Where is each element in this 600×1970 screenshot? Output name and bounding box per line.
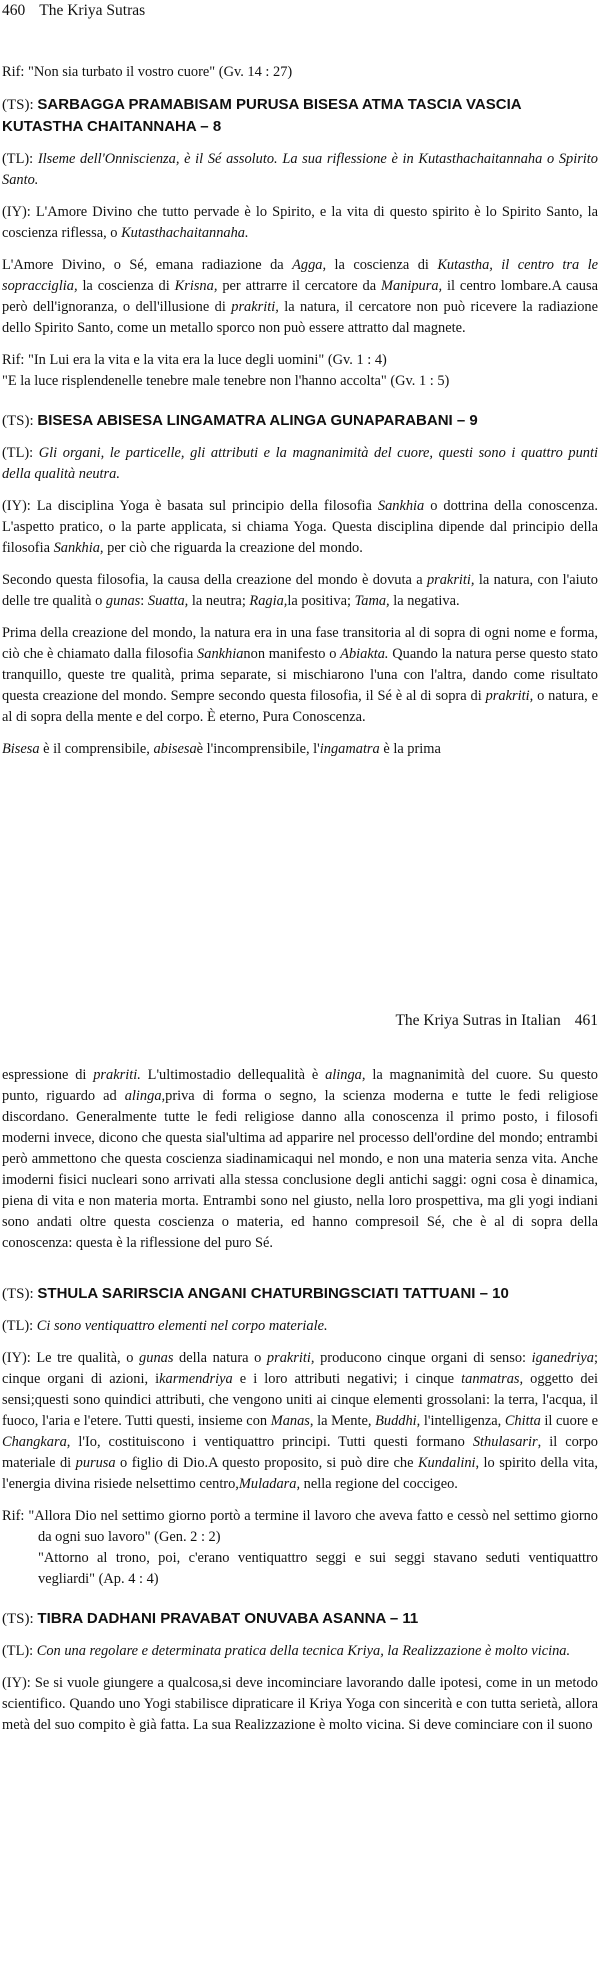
sutra-heading-8: (TS): SARBAGGA PRAMABISAM PURUSA BISESA ATMA TASCIA VASCIA KUTASTHA CHAITANNAHA – 8 (2, 96, 522, 135)
running-head-title: The Kriya Sutras (39, 2, 146, 19)
interpretation-8: (IY): L'Amore Divino che tutto pervade è lo Spirito, e la vita di questo spirito è lo Spirito Santo, la coscienza riflessa, o Kutasthachaitannaha. (2, 204, 599, 241)
scripture-reference: "Attorno al trono, poi, c'erano ventiquattro seggi e sui seggi stavano seduti ventiquattro vegliardi" (Ap. 4 : 4) (38, 1550, 598, 1587)
page-body (2, 62, 598, 760)
page-body (2, 1065, 598, 1736)
sutra-heading-9: (TS): BISESA ABISESA LINGAMATRA ALINGA GUNAPARABANI – 9 (2, 412, 478, 429)
paragraph-9b: Secondo questa filosofia, la causa della creazione del mondo è dovuta a prakriti, la natura, con l'aiuto delle tre qualità o gunas: Suatta, la neutra; Ragia,la positiva; Tama, la negativa. (2, 572, 598, 609)
sutra-title: SARBAGGA PRAMABISAM PURUSA BISESA ATMA TASCIA VASCIA KUTASTHA CHAITANNAHA – 8 (2, 96, 522, 135)
interpretation-11: (IY): Se si vuole giungere a qualcosa,si deve incominciare lavorando dalle ipotesi, come in un metodo scientifico. Quando uno Yogi stabilisce dipraticare il Kriya Yoga con sincerità e con tutta serietà, allora metà del suo compito è già fatta. La sua Realizzazione è molto vicina. Si deve cominciare con il suono (2, 1675, 598, 1733)
sutra-title: TIBRA DADHANI PRAVABAT ONUVABA ASANNA – 11 (37, 1610, 419, 1627)
scripture-reference-block (2, 350, 598, 392)
page-number: 460 (2, 2, 26, 19)
book-page-461 (0, 1010, 600, 1970)
paragraph-8b: L'Amore Divino, o Sé, emana radiazione da Agga, la coscienza di Kutastha, il centro tra le sopracciglia, la coscienza di Krisna, per attrarre il cercatore da Manipura, il centro lombare.A causa però dell'ignoranza, o dell'illusione di prakriti, la natura, il cercatore non può ricevere la radiazione dello Spirito Santo, come un metallo sporco non può essere attratto dal magnete. (2, 257, 598, 336)
scripture-reference-block (2, 1506, 598, 1590)
running-head-title: The Kriya Sutras in Italian (395, 1012, 561, 1029)
page-header (2, 2, 145, 20)
sutra-title: STHULA SARIRSCIA ANGANI CHATURBINGSCIATI TATTUANI – 10 (37, 1285, 509, 1302)
scripture-reference: Rif: "Non sia turbato il vostro cuore" (Gv. 14 : 27) (2, 64, 293, 80)
page-number: 461 (574, 1012, 598, 1029)
sutra-title: BISESA ABISESA LINGAMATRA ALINGA GUNAPARABANI – 9 (37, 412, 478, 429)
translation-10: (TL): Ci sono ventiquattro elementi nel corpo materiale. (2, 1318, 328, 1334)
interpretation-10: (IY): Le tre qualità, o gunas della natura o prakriti, producono cinque organi di senso: iganedriya; cinque organi di azioni, ikarmendriya e i loro attributi negativi; i cinque tanmatras, oggetto dei sensi;questi sono quindici attributi, che vengono uniti ai cinque elementi grossolani: la terra, l'acqua, il fuoco, l'aria e l'etere. Tutti questi, insieme con Manas, la Mente, Buddhi, l'intelligenza, Chitta il cuore e Changkara, l'Io, costituiscono i ventiquattro principi. Tutti questi formano Sthulasarir, il corpo materiale di purusa o figlio di Dio.A questo proposito, si può dire che Kundalini, lo spirito della vita, l'energia divina risiede nelsettimo centro,Muladara, nella regione del coccigeo. (2, 1350, 599, 1492)
paragraph-9d: Bisesa è il comprensibile, abisesaè l'incomprensibile, l'ingamatra è la prima (2, 741, 441, 757)
translation-11: (TL): Con una regolare e determinata pratica della tecnica Kriya, la Realizzazione è molto vicina. (2, 1643, 571, 1659)
paragraph-9e: espressione di prakriti. L'ultimostadio dellequalità è alinga, la magnanimità del cuore. Su questo punto, riguardo ad alinga,priva di forma o segno, la scienza moderna e tutte le fedi religiose discordano. Generalmente tutte le fedi religiose danno alla conoscenza il primo posto, i filosofi moderni invece, dicono che questa sial'ultima ad apparire nel processo dell'ordine del mondo; entrambi però ammettono che questa coscienza siadinamicaqui nel mondo, e non una materia senza vita. Anche imoderni fisici nucleari sono arrivati alla stessa conclusione degli antichi saggi: ogni cosa è dinamica, piena di vita e non materia morta. Entrambi sono nel giusto, nella loro prospettiva, ma gli yogi indiani sono andati oltre questa coscienza o materia, ed hanno compresoil Sé, che è al di sopra della conoscenza: questa è la riflessione del puro Sé. (2, 1067, 598, 1251)
scripture-reference: "E la luce risplendenelle tenebre male tenebre non l'hanno accolta" (Gv. 1 : 5) (2, 373, 450, 389)
translation-9: (TL): Gli organi, le particelle, gli attributi e la magnanimità del cuore, questi sono i quattro punti della qualità neutra. (2, 445, 598, 482)
paragraph-9c: Prima della creazione del mondo, la natura era in una fase transitoria al di sopra di ogni nome e forma, ciò che è chiamato dalla filosofia Sankhianon manifesto o Abiakta. Quando la natura perse questo stato tranquillo, queste tre qualità, prima separate, si mischiarono l'una con l'altra, dando come risultato questa creazione del mondo. Sempre secondo questa filosofia, il Sé è al di sopra di prakriti, o natura, e al di sopra della mente e del corpo. È eterno, Pura Conoscenza. (2, 625, 598, 725)
page-header (395, 1012, 598, 1030)
translation-8: (TL): Ilseme dell'Onniscienza, è il Sé assoluto. La sua riflessione è in Kutasthachaitannaha o Spirito Santo. (2, 151, 598, 188)
scripture-reference: Rif: "In Lui era la vita e la vita era la luce degli uomini" (Gv. 1 : 4) (2, 352, 387, 368)
scripture-reference: Rif: "Allora Dio nel settimo giorno portò a termine il lavoro che aveva fatto e cessò nel settimo giorno da ogni suo lavoro" (Gen. 2 : 2) (2, 1508, 598, 1545)
sutra-heading-11: (TS): TIBRA DADHANI PRAVABAT ONUVABA ASANNA – 11 (2, 1610, 419, 1627)
interpretation-9: (IY): La disciplina Yoga è basata sul principio della filosofia Sankhia o dottrina della conoscenza. L'aspetto pratico, o la parte applicata, si chiama Yoga. Questa disciplina dipende dal principio della filosofia Sankhia, per ciò che riguarda la creazione del mondo. (2, 498, 598, 556)
sutra-heading-10: (TS): STHULA SARIRSCIA ANGANI CHATURBINGSCIATI TATTUANI – 10 (2, 1285, 509, 1302)
